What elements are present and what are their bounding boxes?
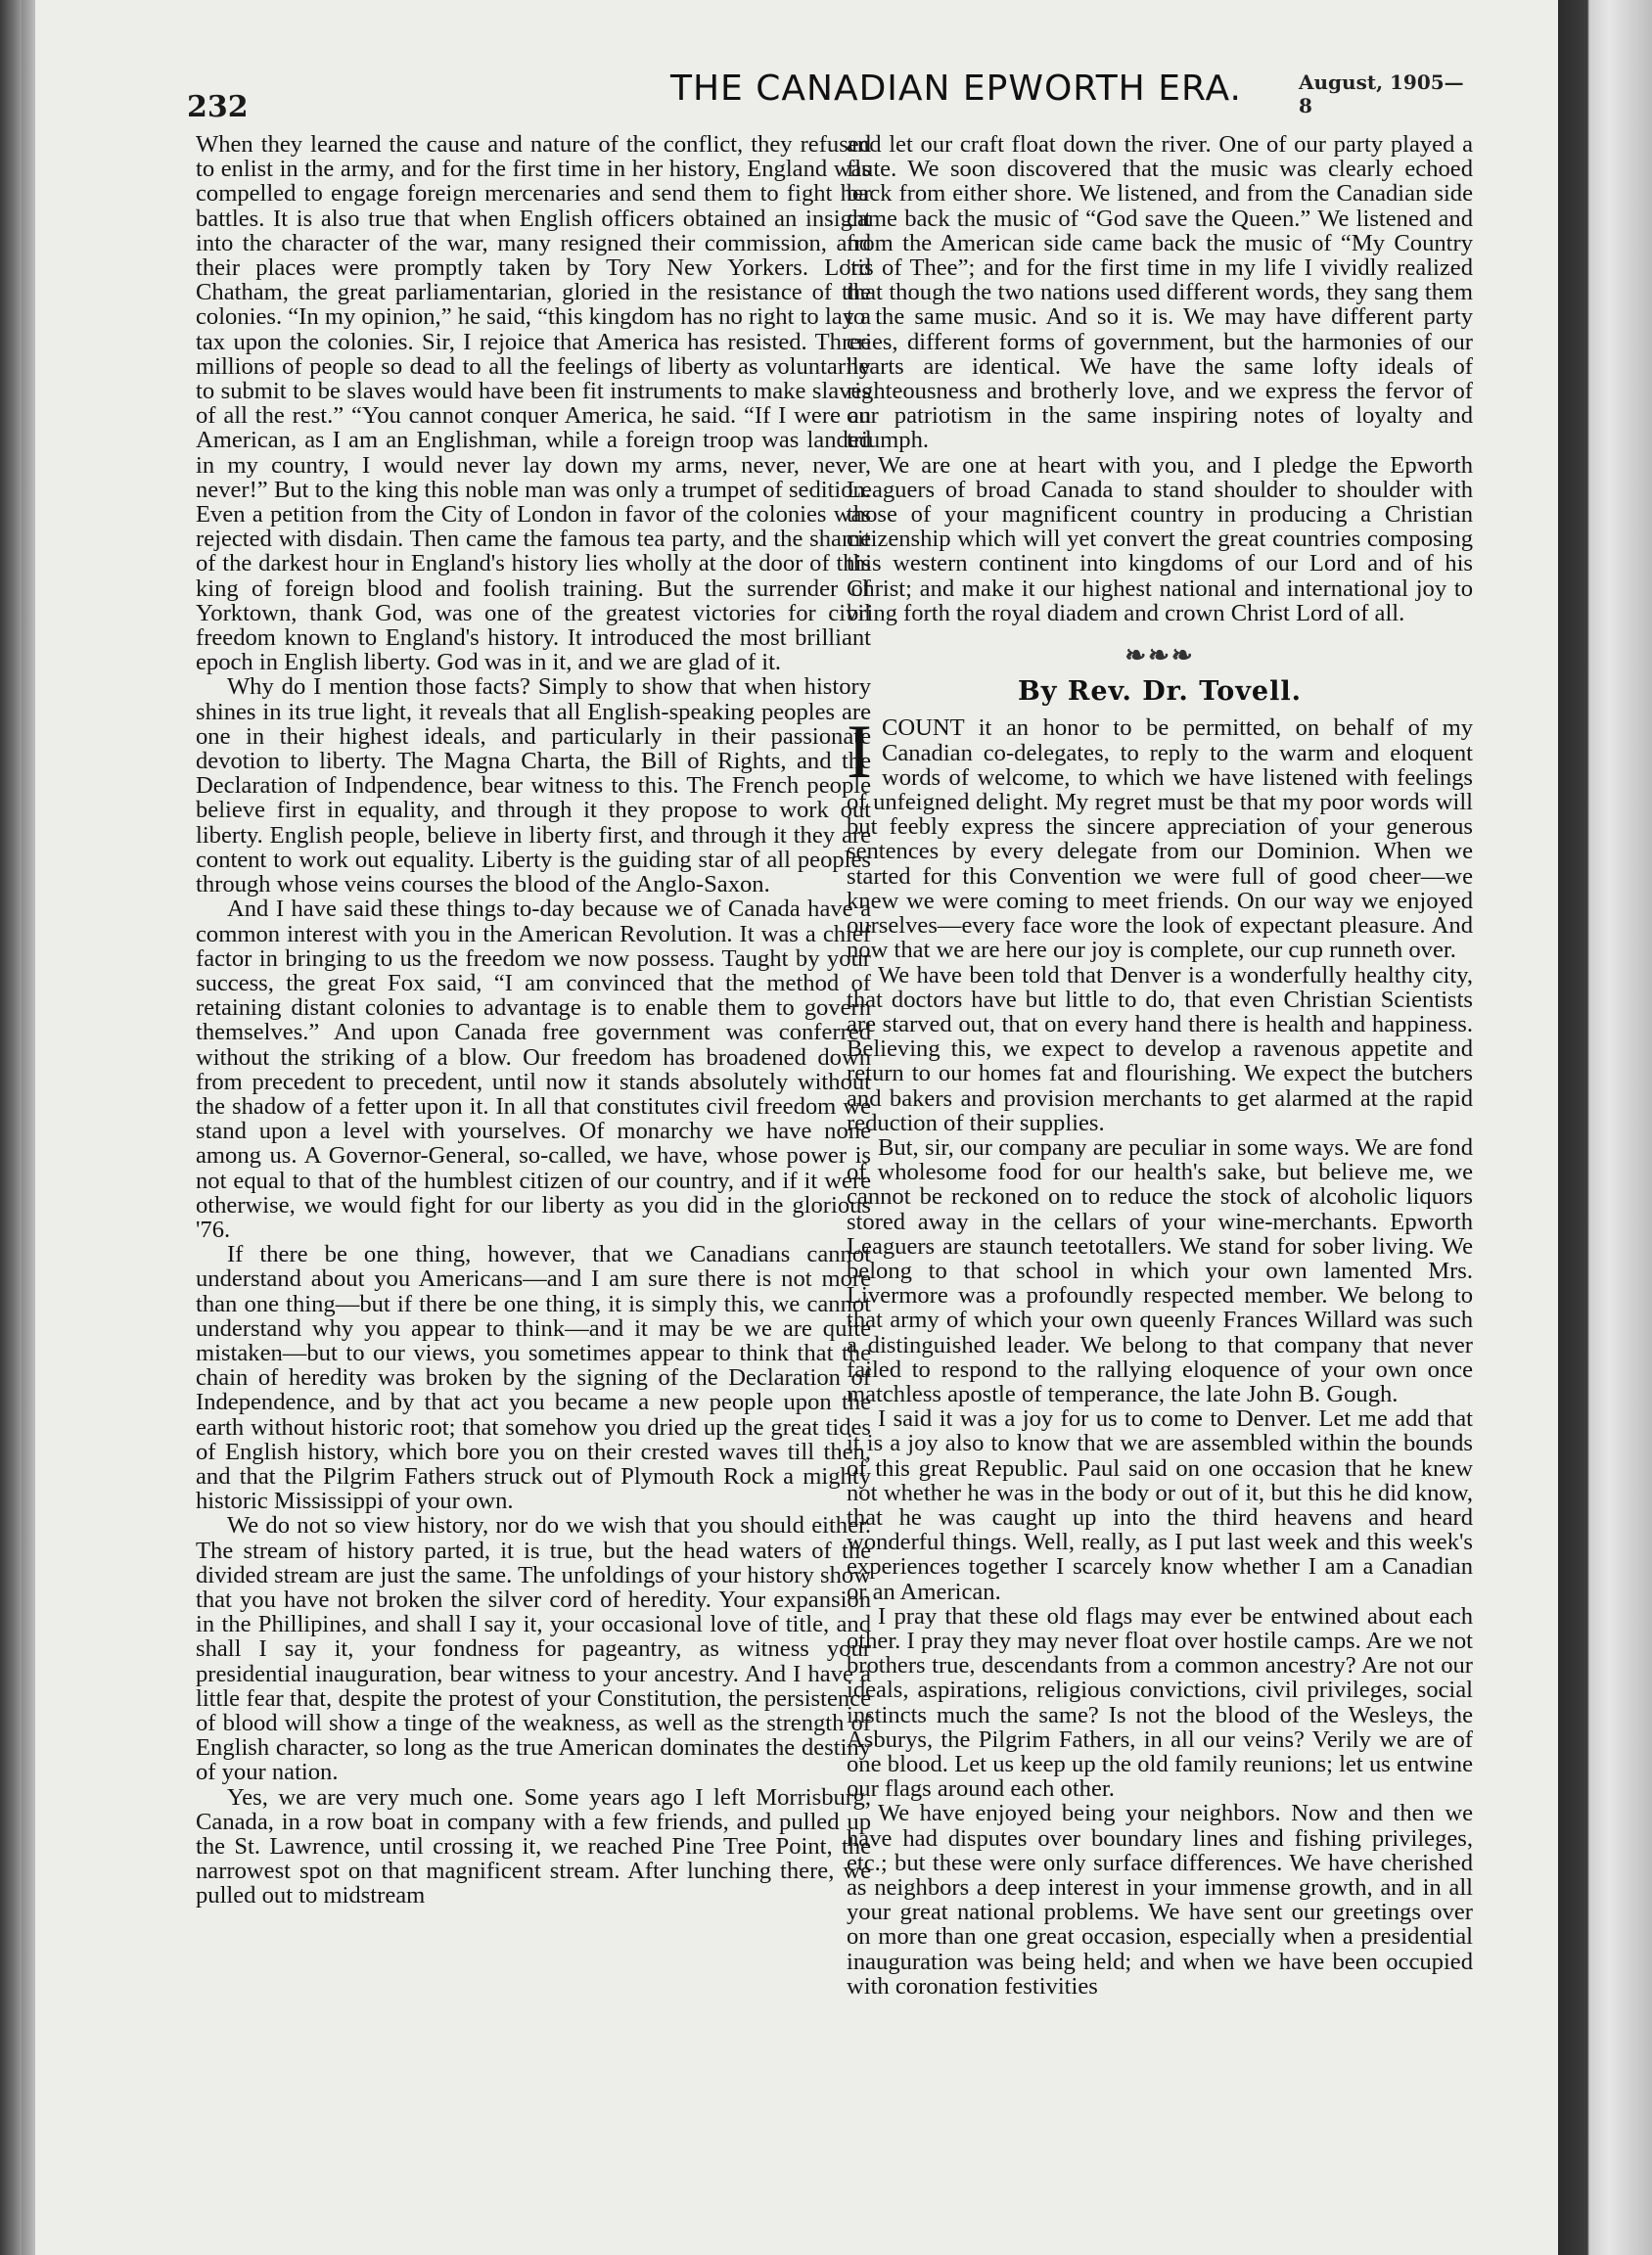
paragraph: I said it was a joy for us to come to Denver. Let me add that it is a joy also to know that we are assembled within the bounds of this great Republic. Paul said on one occasion that he knew not whether he was in the body or out of it, but this he did know, that he was caught up into the third heavens and heard wonderful things. Well, really, as I put last week and this week's experiences together I scarcely know whether I am a Canadian or an American.: [847, 1405, 1473, 1605]
paragraph: We have enjoyed being your neighbors. Now and then we have had disputes over boundary lines and fishing privileges, etc.; but these were only surface differences. We have cherished as neighbors a deep interest in your immense growth, and in all your great national problems. We have sent our greetings over on more than one great occasion, especially when a presidential inauguration was being held; and when we have been occupied with coronation festivities: [847, 1800, 1473, 2000]
paragraph-with-dropcap: [847, 709, 1473, 964]
paragraph-text: COUNT it an honor to be permitted, on behalf of my Canadian co-delegates, to reply to the warm and eloquent words of welcome, to which we have listened with feelings of unfeigned delight. My regret must be that my poor words will but feebly express the sincere appreciation of your generous sentences by every delegate from our Dominion. When we started for this Convention we were full of good cheer—we knew we were coming to meet friends. On our way we enjoyed ourselves—every face wore the look of expectant pleasure. And now that we are here our joy is complete, our cup runneth over.: [847, 714, 1473, 964]
issue-date: August, 1905—8: [1299, 70, 1464, 117]
page-stack-left: [22, 0, 35, 2255]
section-byline: By Rev. Dr. Tovell.: [1017, 676, 1303, 708]
paragraph: If there be one thing, however, that we Canadians cannot understand about you Americans—and I am sure there is not more than one thing—but if there be one thing, it is simply this, we cannot understand why you appear to think—and it may be we are quite mistaken—but to our views, you sometimes appear to think that the chain of heredity was broken by the signing of the Declaration of Independence, and by that act you became a new people upon the earth without historic root; that somehow you dried up the great tides of English history, which bore you on their crested waves till then, and that the Pilgrim Fathers struck out of Plymouth Rock a mighty historic Mississippi of your own.: [196, 1241, 871, 1515]
page-header: [152, 69, 1468, 124]
left-column: [196, 132, 871, 1909]
book-binding-left: [0, 0, 22, 2255]
paragraph: and let our craft float down the river. One of our party played a flute. We soon discovered that the music was clearly echoed back from either shore. We listened, and from the Canadian side came back the music of “God save the Queen.” We listened and from the American side came back the music of “My Country 'tis of Thee”; and for the first time in my life I vividly realized that though the two nations used different words, they sang them to the same music. And so it is. We may have different party cries, different forms of government, but the harmonies of our hearts are identical. We have the same lofty ideals of righteousness and brotherly love, and we express the fervor of our patriotism in the same inspiring notes of loyalty and triumph.: [847, 131, 1473, 454]
paragraph: And I have said these things to-day because we of Canada have a common interest with you in the American Revolution. It was a chief factor in bringing to us the freedom we now possess. Taught by your success, the great Fox said, “I am convinced that the method of retaining distant colonies to advantage is to enable them to govern themselves.” And upon Canada free government was conferred without the striking of a blow. Our freedom has broadened down from precedent to precedent, until now it stands absolutely without the shadow of a fetter upon it. In all that constitutes civil freedom we stand upon a level with yourselves. Of monarchy we have none among us. A Governor-General, so-called, we have, whose power is not equal to that of the humblest citizen of our country, and if it were otherwise, we would fight for our liberty as you did in the glorious '76.: [196, 896, 871, 1243]
paragraph: But, sir, our company are peculiar in some ways. We are fond of wholesome food for our health's sake, but believe me, we cannot be reckoned on to reduce the stock of alcoholic liquors stored away in the cellars of your wine-merchants. Epworth Leaguers are staunch teetotallers. We stand for sober living. We belong to that school in which your own lamented Mrs. Livermore was a profoundly respected member. We belong to that army of which your own queenly Frances Willard was such a distinguished leader. We belong to that company that never failed to respond to the rallying eloquence of your own once matchless apostle of temperance, the late John B. Gough.: [847, 1133, 1473, 1407]
page-number: 232: [187, 90, 249, 124]
drop-cap: I: [847, 709, 872, 795]
section-ornament: ❧❧❧: [1124, 641, 1195, 670]
book-binding-right: [1558, 0, 1652, 2255]
paragraph: We are one at heart with you, and I pledge the Epworth Leaguers of broad Canada to stand shoulder to shoulder with those of your magnificent country in producing a Christian citizenship which will yet convert the great countries composing this western continent into kingdoms of our Lord and of his Christ; and make it our highest national and international joy to bring forth the royal diadem and crown Christ Lord of all.: [847, 451, 1473, 626]
magazine-title: THE CANADIAN EPWORTH ERA.: [670, 69, 1242, 109]
paragraph: We have been told that Denver is a wonderfully healthy city, that doctors have but little to do, that even Christian Scientists are starved out, that on every hand there is health and happiness. Believing this, we expect to develop a ravenous appetite and return to our homes fat and flourishing. We expect the butchers and bakers and provision merchants to get alarmed at the rapid reduction of their supplies.: [847, 961, 1473, 1136]
right-column: [847, 132, 1473, 1999]
paragraph: Why do I mention those facts? Simply to show that when history shines in its true light, it reveals that all English-speaking peoples are one in their highest ideals, and particularly in their passionate devotion to liberty. The Magna Charta, the Bill of Rights, and the Declaration of Indpendence, bear witness to this. The French people believe first in equality, and through it they propose to work out liberty. English people, believe in liberty first, and through it they are content to work out equality. Liberty is the guiding star of all peoples through whose veins courses the blood of the Anglo-Saxon.: [196, 673, 871, 898]
paragraph: Yes, we are very much one. Some years ago I left Morrisburg, Canada, in a row boat in company with a few friends, and pulled up the St. Lawrence, until crossing it, we reached Pine Tree Point, the narrowest spot on that magnificent stream. After lunching there, we pulled out to midstream: [196, 1783, 871, 1910]
paragraph: When they learned the cause and nature of the conflict, they refused to enlist in the army, and for the first time in her history, England was compelled to engage foreign mercenaries and send them to fight her battles. It is also true that when English officers obtained an insight into the character of the war, many resigned their commission, and their places were promptly taken by Tory New Yorkers. Lord Chatham, the great parliamentarian, gloried in the resistance of the colonies. “In my opinion,” he said, “this kingdom has no right to lay a tax upon the colonies. Sir, I rejoice that America has resisted. Three millions of people so dead to all the feelings of liberty as voluntarily to submit to be slaves would have been fit instruments to make slaves of all the rest.” “You cannot conquer America, he said. “If I were an American, as I am an Englishman, while a foreign troop was landed in my country, I would never lay down my arms, never, never, never!” But to the king this noble man was only a trumpet of sedition. Even a petition from the City of London in favor of the colonies was rejected with disdain. Then came the famous tea party, and the shame of the darkest hour in England's history lies wholly at the door of this king of foreign blood and foolish training. But the surrender of Yorktown, thank God, was one of the greatest victories for civil freedom known to England's history. It introduced the most brilliant epoch in English liberty. God was in it, and we are glad of it.: [196, 131, 871, 676]
paragraph: I pray that these old flags may ever be entwined about each other. I pray they may never float over hostile camps. Are we not brothers true, descendants from a common ancestry? Are not our ideals, aspirations, religious convictions, civil privileges, social instincts much the same? Is not the blood of the Wesleys, the Asburys, the Pilgrim Fathers, in all our veins? Verily we are of one blood. Let us keep up the old family reunions; let us entwine our flags around each other.: [847, 1602, 1473, 1803]
paragraph: We do not so view history, nor do we wish that you should either. The stream of history parted, it is true, but the head waters of the divided stream are just the same. The unfoldings of your history show that you have not broken the silver cord of heredity. Your expansion in the Phillipines, and shall I say it, your occasional love of title, and shall I say it, your fondness for pageantry, as witness your presidential inauguration, bear witness to your ancestry. And I have a little fear that, despite the protest of your Constitution, the persistence of blood will show a tinge of the weakness, as well as the strength of English character, so long as the true American dominates the destiny of your nation.: [196, 1512, 871, 1786]
